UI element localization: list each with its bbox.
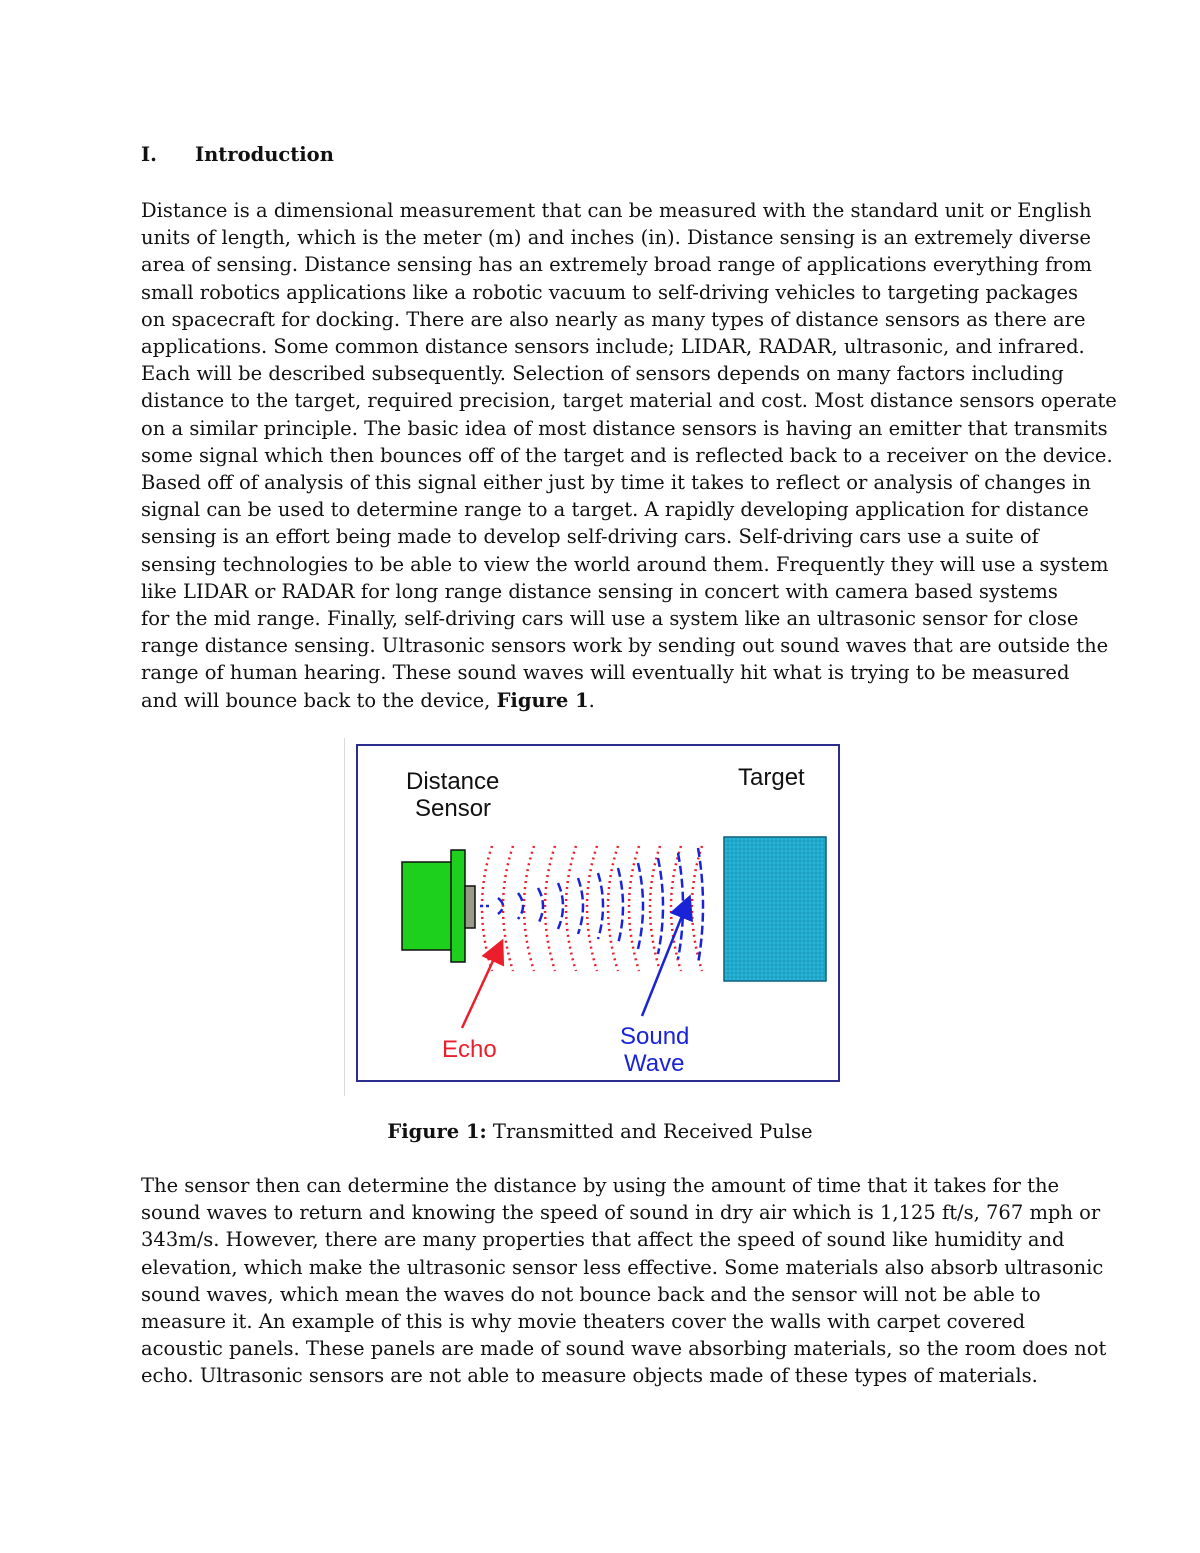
echo-wave-arc — [608, 846, 618, 971]
caption-text: Transmitted and Received Pulse — [486, 1120, 813, 1143]
paragraph-line: sound waves, which mean the waves do not bounce back and the sensor will not be able to — [141, 1282, 1041, 1306]
sound-wave-arc — [538, 888, 543, 924]
figure-caption — [0, 1120, 1200, 1143]
figure-reference: Figure 1 — [496, 688, 589, 712]
paragraph-line: acoustic panels. These panels are made of sound wave absorbing materials, so the room does not — [141, 1337, 1107, 1361]
echo-wave-arc — [482, 846, 492, 971]
paragraph-line: 343m/s. However, there are many properties that affect the speed of sound like humidity and — [141, 1228, 1065, 1252]
paragraph-line-last — [141, 687, 1117, 714]
sensor-diagram — [358, 746, 838, 1080]
sound-wave-arc — [518, 893, 523, 919]
wave-label-line-2: Wave — [624, 1050, 685, 1077]
speed-of-sound-paragraph — [141, 1172, 1106, 1390]
wave-label-line-1: Sound — [620, 1023, 690, 1050]
paragraph-line: small robotics applications like a robotic vacuum to self-driving vehicles to targeting packages — [141, 280, 1079, 304]
sensor-body — [402, 862, 452, 950]
paragraph-line: on a similar principle. The basic idea of most distance sensors is having an emitter that transmits — [141, 416, 1108, 440]
echo-wave-arc — [587, 846, 597, 971]
echo-wave-arc — [524, 846, 534, 971]
sensor-label-line-1: Distance — [406, 768, 500, 795]
paragraph-text: and will bounce back to the device, — [141, 688, 497, 712]
figure-frame — [356, 744, 840, 1082]
paragraph-line: sound waves to return and knowing the speed of sound in dry air which is 1,125 ft/s, 767 mph or — [141, 1201, 1101, 1225]
sensor-flange — [451, 850, 465, 962]
paragraph-period: . — [588, 688, 595, 712]
sensor-transducer — [465, 886, 475, 928]
section-heading — [141, 143, 334, 166]
paragraph-line: area of sensing. Distance sensing has an extremely broad range of applications everything from — [141, 253, 1092, 277]
target-label: Target — [738, 764, 805, 791]
echo-wave-arc — [545, 846, 555, 971]
paragraph-line: Distance is a dimensional measurement that can be measured with the standard unit or English — [141, 199, 1092, 222]
section-number: I. — [141, 143, 157, 166]
paragraph-line: units of length, which is the meter (m) and inches (in). Distance sensing is an extremely diverse — [141, 226, 1091, 250]
intro-paragraph — [141, 197, 1117, 714]
paragraph-line: Based off of analysis of this signal either just by time it takes to reflect or analysis of changes in — [141, 471, 1091, 495]
echo-waves — [482, 846, 702, 971]
paragraph-line: range of human hearing. These sound waves will eventually hit what is trying to be measured — [141, 661, 1070, 685]
paragraph-line: applications. Some common distance sensors include; LIDAR, RADAR, ultrasonic, and infrared. — [141, 335, 1085, 359]
paragraph-line: on spacecraft for docking. There are also nearly as many types of distance sensors as there are — [141, 307, 1086, 331]
paragraph-line: sensing is an effort being made to develop self-driving cars. Self-driving cars use a suite of — [141, 525, 1039, 549]
paragraph-line: Each will be described subsequently. Selection of sensors depends on many factors including — [141, 362, 1064, 386]
paragraph-line: measure it. An example of this is why movie theaters cover the walls with carpet covered — [141, 1310, 1026, 1334]
paragraph-line: for the mid range. Finally, self-driving cars will use a system like an ultrasonic sensor for close — [141, 607, 1079, 631]
sound-wave-arc — [658, 858, 663, 954]
paragraph-line: distance to the target, required precision, target material and cost. Most distance sensors operate — [141, 389, 1117, 413]
sensor-label-line-2: Sensor — [415, 795, 492, 822]
sound-wave-arc — [558, 883, 563, 929]
echo-wave-arc — [503, 846, 513, 971]
paragraph-line: like LIDAR or RADAR for long range distance sensing in concert with camera based systems — [141, 579, 1058, 603]
figure-1 — [344, 738, 844, 1096]
sound-wave-arc — [598, 873, 603, 939]
section-title: Introduction — [195, 143, 334, 166]
paragraph-line: range distance sensing. Ultrasonic sensors work by sending out sound waves that are outside the — [141, 634, 1109, 658]
sound-wave-arc — [698, 848, 703, 964]
paragraph-line: signal can be used to determine range to a target. A rapidly developing application for distance — [141, 498, 1089, 522]
caption-label: Figure 1: — [387, 1120, 487, 1143]
sound-wave-arrow — [642, 906, 686, 1016]
paragraph-line: elevation, which make the ultrasonic sensor less effective. Some materials also absorb ultrasonic — [141, 1255, 1104, 1279]
sound-wave-arc — [618, 868, 623, 944]
echo-arrow — [462, 950, 498, 1028]
paragraph-line: some signal which then bounces off of the target and is reflected back to a receiver on the device. — [141, 443, 1113, 467]
sound-wave-arc — [678, 853, 683, 959]
figure-left-rule — [344, 738, 345, 1096]
echo-wave-arc — [566, 846, 576, 971]
paragraph-line: The sensor then can determine the distance by using the amount of time that it takes for the — [141, 1174, 1060, 1197]
paragraph-line: sensing technologies to be able to view the world around them. Frequently they will use a system — [141, 552, 1109, 576]
paragraph-line: echo. Ultrasonic sensors are not able to measure objects made of these types of materials. — [141, 1364, 1038, 1388]
echo-label: Echo — [442, 1036, 497, 1063]
sound-wave-arc — [638, 863, 643, 949]
sound-wave-arc — [578, 878, 583, 934]
